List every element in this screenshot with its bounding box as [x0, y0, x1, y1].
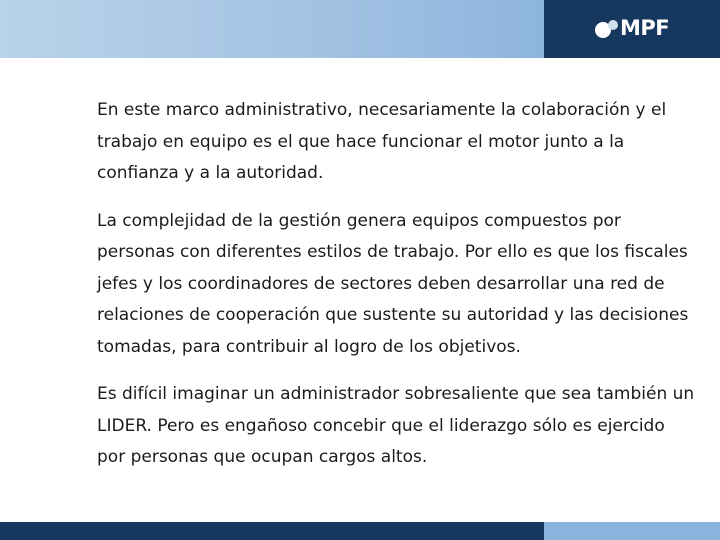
paragraph-2: La complejidad de la gestión genera equipos compuestos por personas con diferentes estilos de trabajo. Por ello es que los fiscales jefes y los coordinadores de sectores deben desarrollar una red de relaciones de cooperación que sustente su autoridad y las decisiones tomadas, para contribuir al logro de los objetivos. [97, 210, 689, 357]
footer-band-dark [0, 522, 544, 540]
footer-band-light [544, 522, 720, 540]
paragraph-3: Es difícil imaginar un administrador sobresaliente que sea también un LIDER. Pero es engañoso concebir que el liderazgo sólo es ejercido por personas que ocupan cargos altos. [97, 384, 695, 467]
paragraph-1: En este marco administrativo, necesariamente la colaboración y el trabajo en equipo es el que hace funcionar el motor junto a la confianza y a la autoridad. [97, 100, 667, 183]
logo-text: MPF [620, 16, 670, 40]
mpf-logo-icon [594, 17, 620, 41]
slide-body [97, 95, 697, 490]
